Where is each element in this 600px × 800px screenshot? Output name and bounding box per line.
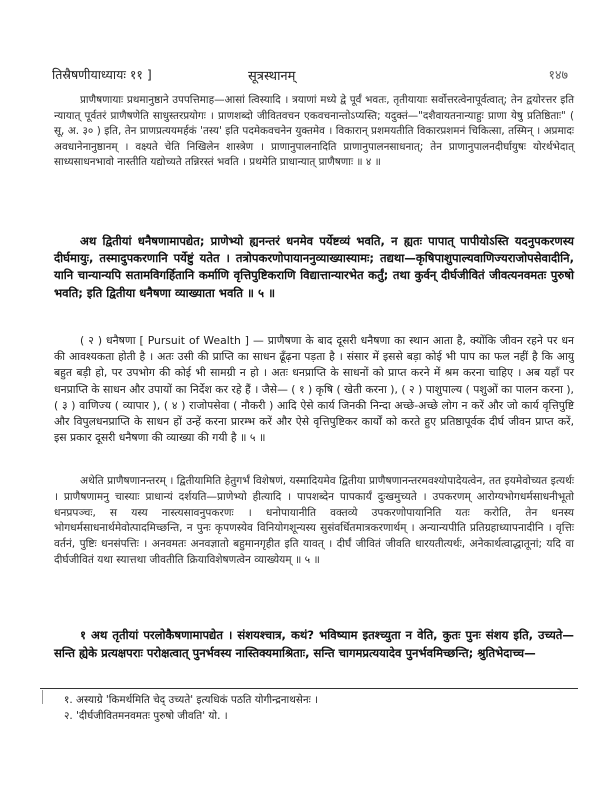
sutra-paragraph-5: [54, 233, 574, 302]
chapter-title: तिस्रैषणीयाध्यायः ११ ]: [52, 67, 152, 82]
hindi-text: ( २ ) धनैषणा [ Pursuit of Wealth ] — प्राणैषणा के बाद दूसरी धनैषणा का स्थान आता है, क्योंकि जीवन रहने पर धन की आवश्यकता होती है । अतः उसी की प्राप्ति का साधन ढूँढ़ना पड़ता है । संसार में इससे बड़ा कोई भी पाप का फल नहीं है कि आयु बहुत बड़ी हो, पर उपभोग की कोई भी सामग्री न हो । अतः धनप्राप्ति के साधनों को प्राप्त करने में श्रम करना चाहिए । अब यहाँ पर धनप्राप्ति के साधन और उपायों का निर्देश कर रहे हैं । जैसे— ( १ ) कृषि ( खेती करना ), ( २ ) पाशुपाल्य ( पशुओं का पालन करना ), ( ३ ) वाणिज्य ( व्यापार ), ( ४ ) राजोपसेवा ( नौकरी ) आदि ऐसे कार्य जिनकी निन्दा अच्छे-अच्छे लोग न करें और जो कार्य वृत्तिपुष्टि और विपुलधनप्राप्ति के साधन हों उन्हें करना प्रारम्भ करें और ऐसे वृत्तिपुष्टिकर कार्यों को करते हुए प्रतिष्ठापूर्वक दीर्घ जीवन प्राप्त करें, इस प्रकार दूसरी धनैषणा की व्याख्या की गयी है ॥ ५ ॥: [54, 334, 574, 445]
sutra-text: अथ द्वितीयां धनैषणामापद्येत; प्राणेभ्यो ह्यनन्तरं धनमेव पर्येष्टव्यं भवति, न ह्यतः पापात् पापीयोऽस्ति यदनुपकरणस्य दीर्घमायुः, तस्मादुपकरणानि पर्येष्टुं यतेत । तत्रोपकरणोपायाननुव्याख्यास्यामः; तद्यथा—कृषिपाशुपाल्यवाणिज्यराजोपसेवादीनि, यानि चान्यान्यपि सतामविगर्हितानि कर्माणि वृत्तिपुष्टिकराणि विद्यात्तान्यारभेत कर्तुं; तथा कुर्वन् दीर्घजीवितं जीवत्यनवमतः पुरुषो भवति; इति द्वितीया धनैषणा व्याख्याता भवति ॥ ५ ॥: [54, 234, 574, 300]
commentary-text: प्राणैषणायाः प्रथमानुष्ठाने उपपत्तिमाह—आसां त्विस्यादि । त्रयाणां मध्ये द्वे पूर्वं भवतः, तृतीयायाः सर्वोत्तरत्वेनापूर्वत्वात्; तेन द्वयोरत्तर इति न्यायात् पूर्वतरं प्राणैषणेति साधुस्तरप्रयोगः । प्राणशब्दो जीवितवचन एकवचनान्तोऽप्यस्ति; यदुक्तं—"दशैवायतनान्याहुः प्राणा येषु प्रतिष्ठिताः" ( सू, अ. ३० ) इति, तेन प्राणप्रत्ययमर्हकं 'तस्य' इति पदमेकवचनेन युक्तमेव । विकारान् प्रशमयतीति विकारप्रशमनं चिकित्सा, तस्मिन् । अप्रमादः अवधानेनानुष्ठानम् । वक्ष्यते चेति निखिलेन शास्त्रेण । प्राणानुपालनादिति प्राणानुपालनसाधनात्; तेन प्राणानुपालनदीर्घायुषः योरर्थभेदात् साध्यसाधनभावो नास्तीति यद्योच्यते तन्निरस्तं भवति । प्रथमेति प्राधान्यात् प्राणैषणाः ॥ ४ ॥: [54, 94, 574, 169]
commentary-paragraph-1: [54, 93, 574, 171]
page-number: १४७: [548, 67, 568, 82]
sutra-text: १ अथ तृतीयां परलोकैषणामापद्येत । संशयश्चात्र, कथं? भविष्याम इतश्च्युता न वेति, कुतः पुनः संशय इति, उच्यते—सन्ति ह्येके प्रत्यक्षपराः परोक्षत्वात् पुनर्भवस्य नास्तिक्यमाश्रिताः, सन्ति चागमप्रत्ययादेव पुनर्भवमिच्छन्ति; श्रुतिभेदाच्च—: [54, 628, 574, 660]
section-title: सूत्रस्थानम्: [248, 69, 296, 84]
commentary-text: अथेति प्राणैषणानन्तरम् । द्वितीयामिति हेतुगर्भं विशेषणं, यस्मादियमेव द्वितीया प्राणैषणानन्तरमवश्योपादेयत्वेन, तत इयमेवोच्यत इत्यर्थः । प्राणैषणामनु चास्याः प्राधान्यं दर्शयति—प्राणेभ्यो हीत्यादि । पापशब्देन पापकार्यं दुःखमुच्यते । उपकरणम् आरोग्यभोगधर्मसाधनीभूतो धनप्रपञ्चः, स यस्य नास्त्यसावनुपकरणः । धनोपायानीति वक्तव्ये उपकरणोपायानिति यतः करोति, तेन धनस्य भोगधर्मसाधनार्थमेवोत्पादमिच्छन्ति, न पुनः कृपणस्येव विनियोगशून्यस्य सुसंवर्धितमात्रकरणार्थम् । अन्यान्यपीति प्रतिग्रहाध्यापनादीनि । वृत्तिः वर्तनं, पुष्टिः धनसंपत्तिः । अनवमतः अनवज्ञातो बहुमानगृहीत इति यावत् । दीर्घं जीवितं जीवति धारयतीत्यर्थः, अनेकार्थत्वाद्धातूनां; यदि वा दीर्घजीवितं यथा स्यात्तथा जीवतीति क्रियाविशेषणत्वेन व्याख्येयम् ॥ ५ ॥: [54, 475, 574, 566]
margin-mark: [42, 690, 43, 704]
sutra-paragraph-6: [54, 627, 574, 662]
commentary-paragraph-2: [54, 474, 574, 569]
footnote-divider: [40, 688, 578, 689]
running-header: [52, 66, 574, 86]
footnote-2: २. 'दीर्घजीवितमनवमतः पुरुषो जीवति' यो. ।: [64, 710, 228, 722]
footnotes: [60, 692, 560, 724]
hindi-translation-paragraph: [54, 333, 574, 446]
footnote-1: १. अस्याग्रे 'किमर्थमिति चेद् उच्यते' इत्यधिकं पठति योगीन्द्रनाथसेनः ।: [64, 694, 318, 706]
